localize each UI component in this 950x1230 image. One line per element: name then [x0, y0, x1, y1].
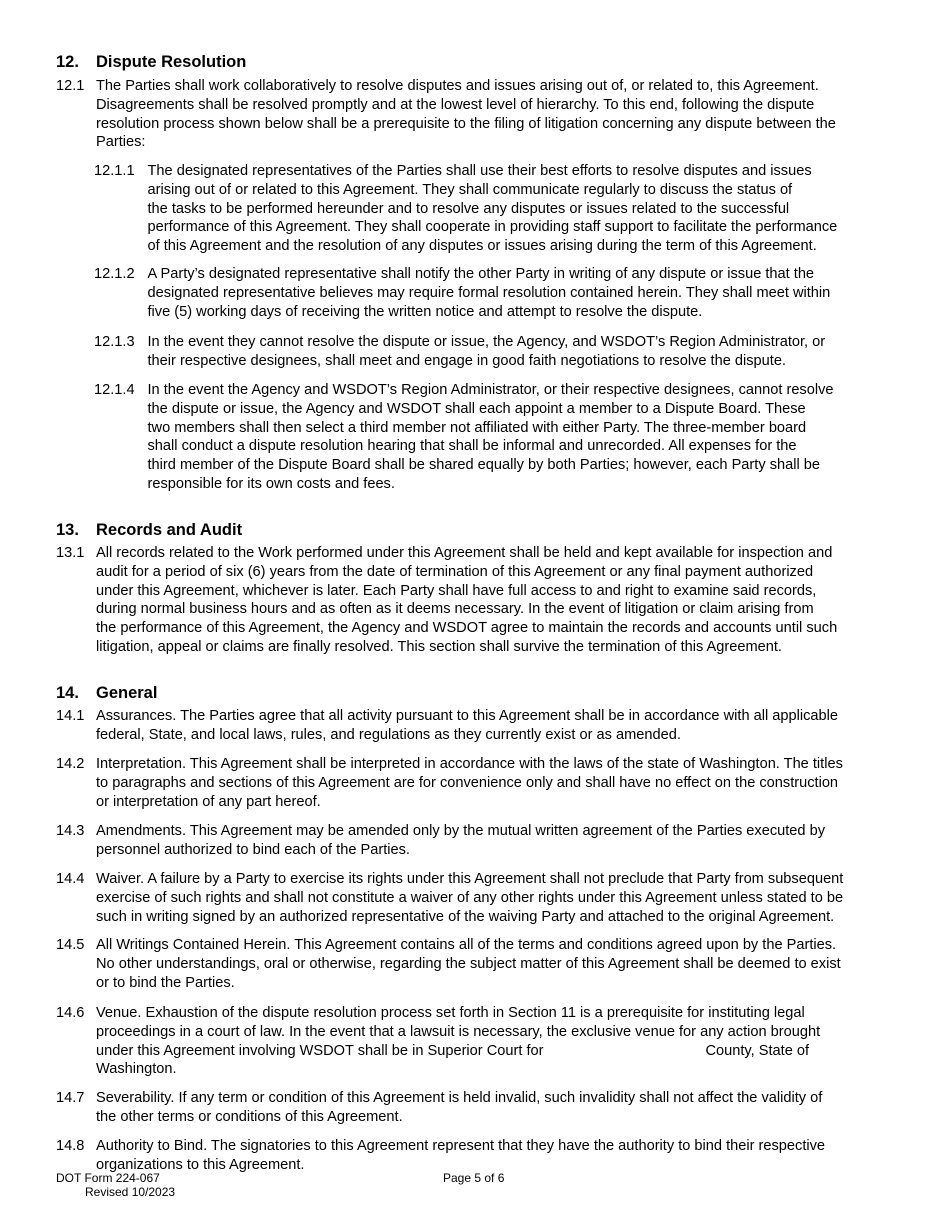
paragraph-12-1-2: [94, 265, 830, 321]
text-line: two members shall then select a third member not affiliated with either Party. The three-member board: [147, 419, 807, 436]
text-line: In the event the Agency and WSDOT’s Region Administrator, or their respective designees, cannot resolve: [147, 382, 834, 398]
text-line: under this Agreement, whichever is later. Each Party shall have full access to and right to examine said records,: [96, 582, 817, 599]
text-line: the performance of this Agreement, the Agency and WSDOT agree to maintain the records and accounts until such: [96, 620, 838, 637]
text-line: designated representative believes may require formal resolution contained herein. They shall meet within: [147, 284, 831, 301]
text-line: Waiver. A failure by a Party to exercise its rights under this Agreement shall not preclude that Party from subsequent: [96, 871, 844, 887]
text-line: the tasks to be performed hereunder and to resolve any disputes or issues related to the successful: [147, 200, 790, 217]
paragraph-number: 14.1: [56, 708, 85, 724]
paragraph-14-7: [56, 1089, 822, 1127]
paragraph-14-8: [56, 1137, 825, 1175]
text-line: audit for a period of six (6) years from the date of termination of this Agreement or any final payment authorized: [96, 563, 814, 580]
venue-text-before: under this Agreement involving WSDOT shall be in Superior Court for: [96, 1042, 544, 1059]
paragraph-14-2: [56, 755, 843, 811]
text-line: personnel authorized to bind each of the Parties.: [96, 841, 410, 858]
text-line: Interpretation. This Agreement shall be interpreted in accordance with the laws of the state of Washington. The titles: [96, 756, 843, 772]
text-line: performance of this Agreement. They shall cooperate in providing staff support to facilitate the performance: [147, 219, 838, 236]
venue-text-after: County, State of: [705, 1042, 810, 1059]
text-line: litigation, appeal or claims are finally resolved. This section shall survive the termination of this Agreement.: [96, 638, 782, 655]
text-line: Washington.: [96, 1061, 177, 1078]
text-line: Venue. Exhaustion of the dispute resolution process set forth in Section 11 is a prerequisite for instituting legal: [96, 1005, 805, 1021]
paragraph-14-1: [56, 707, 838, 745]
text-line: of this Agreement and the resolution of any disputes or issues arising during the term of this Agreement.: [147, 238, 817, 255]
text-line: exercise of such rights and shall not constitute a waiver of any other rights under this Agreement unless stated to be: [96, 889, 844, 906]
text-line-county: [96, 1042, 820, 1061]
footer-revised-date: Revised 10/2023: [85, 1185, 176, 1199]
paragraph-number: 14.8: [56, 1138, 85, 1154]
text-line: In the event they cannot resolve the dispute or issue, the Agency, and WSDOT’s Region Administrator, or: [147, 334, 826, 350]
text-line: All Writings Contained Herein. This Agreement contains all of the terms and conditions agreed upon by the Parties.: [96, 937, 837, 953]
section-title: General: [96, 684, 158, 702]
text-line: The designated representatives of the Parties shall use their best efforts to resolve disputes and issues: [147, 163, 812, 179]
text-line: Amendments. This Agreement may be amended only by the mutual written agreement of the Parties executed by: [96, 823, 826, 839]
paragraph-14-3: [56, 822, 825, 860]
section-number: 12.: [56, 53, 79, 71]
text-line: All records related to the Work performed under this Agreement shall be held and kept available for inspection and: [96, 545, 833, 561]
text-line: the dispute or issue, the Agency and WSDOT shall each appoint a member to a Dispute Board. These: [147, 400, 806, 417]
paragraph-12-1-4: [94, 381, 834, 494]
text-line: third member of the Dispute Board shall be shared equally by both Parties; however, each Party shall be: [147, 457, 820, 474]
section-heading-14: [56, 683, 157, 703]
paragraph-14-4: [56, 870, 843, 926]
paragraph-number: 12.1.2: [94, 266, 135, 282]
footer-page-number: Page 5 of 6: [443, 1171, 505, 1185]
text-line: federal, State, and local laws, rules, and regulations as they currently exist or as amended.: [96, 726, 681, 743]
paragraph-14-6: [56, 1004, 820, 1079]
paragraph-number: 12.1.4: [94, 382, 135, 398]
text-line: proceedings in a court of law. In the event that a lawsuit is necessary, the exclusive venue for any action brought: [96, 1023, 821, 1040]
text-line: or interpretation of any part hereof.: [96, 793, 321, 810]
text-line: resolution process shown below shall be a prerequisite to the filing of litigation concerning any dispute between the: [96, 115, 836, 132]
paragraph-12-1-1: [94, 162, 837, 256]
text-line: during normal business hours and as often as it deems necessary. In the event of litigation or claim arising from: [96, 601, 814, 618]
text-line: shall conduct a dispute resolution hearing that shall be informal and unrecorded. All expenses for the: [147, 438, 797, 455]
text-line: organizations to this Agreement.: [96, 1156, 305, 1173]
text-line: Authority to Bind. The signatories to this Agreement represent that they have the authority to bind their respective: [96, 1138, 826, 1154]
text-line: Parties:: [96, 134, 146, 151]
paragraph-13-1: [56, 544, 837, 657]
section-title: Dispute Resolution: [96, 53, 247, 71]
paragraph-number: 12.1.3: [94, 334, 135, 350]
text-line: arising out of or related to this Agreement. They shall communicate regularly to discuss the status of: [147, 181, 793, 198]
text-line: the other terms or conditions of this Agreement.: [96, 1108, 403, 1125]
paragraph-number: 12.1.1: [94, 163, 135, 179]
section-number: 14.: [56, 684, 79, 702]
text-line: five (5) working days of receiving the written notice and attempt to resolve the dispute.: [147, 303, 703, 320]
paragraph-number: 14.5: [56, 937, 85, 953]
paragraph-14-5: [56, 936, 841, 992]
text-line: such in writing signed by an authorized representative of the waiving Party and attached to the original Agreement.: [96, 908, 835, 925]
section-title: Records and Audit: [96, 521, 243, 539]
text-line: Disagreements shall be resolved promptly and at the lowest level of hierarchy. To this end, following the dispute: [96, 96, 815, 113]
paragraph-number: 14.3: [56, 823, 85, 839]
paragraph-12-1: [56, 77, 836, 152]
text-line: No other understandings, oral or otherwise, regarding the subject matter of this Agreement shall be deemed to exist: [96, 955, 841, 972]
text-line: their respective designees, shall meet and engage in good faith negotiations to resolve the dispute.: [147, 352, 786, 369]
paragraph-number: 14.7: [56, 1090, 85, 1106]
section-heading-12: [56, 52, 246, 72]
paragraph-12-1-3: [94, 333, 825, 371]
footer-form-number: DOT Form 224-067: [56, 1171, 160, 1185]
text-line: Severability. If any term or condition of this Agreement is held invalid, such invalidity shall not affect the validity of: [96, 1090, 823, 1106]
paragraph-number: 12.1: [56, 78, 85, 94]
text-line: responsible for its own costs and fees.: [147, 475, 395, 492]
paragraph-number: 13.1: [56, 545, 85, 561]
text-line: A Party’s designated representative shall notify the other Party in writing of any dispute or issue that the: [147, 266, 815, 282]
section-heading-13: [56, 520, 242, 540]
text-line: to paragraphs and sections of this Agreement are for convenience only and shall have no effect on the construction: [96, 774, 839, 791]
paragraph-number: 14.4: [56, 871, 85, 887]
section-number: 13.: [56, 521, 79, 539]
paragraph-number: 14.2: [56, 756, 85, 772]
text-line: Assurances. The Parties agree that all activity pursuant to this Agreement shall be in accordance with all applicable: [96, 708, 838, 724]
text-line: The Parties shall work collaboratively to resolve disputes and issues arising out of, or related to, this Agreement.: [96, 78, 819, 94]
paragraph-number: 14.6: [56, 1005, 85, 1021]
text-line: or to bind the Parties.: [96, 974, 235, 991]
